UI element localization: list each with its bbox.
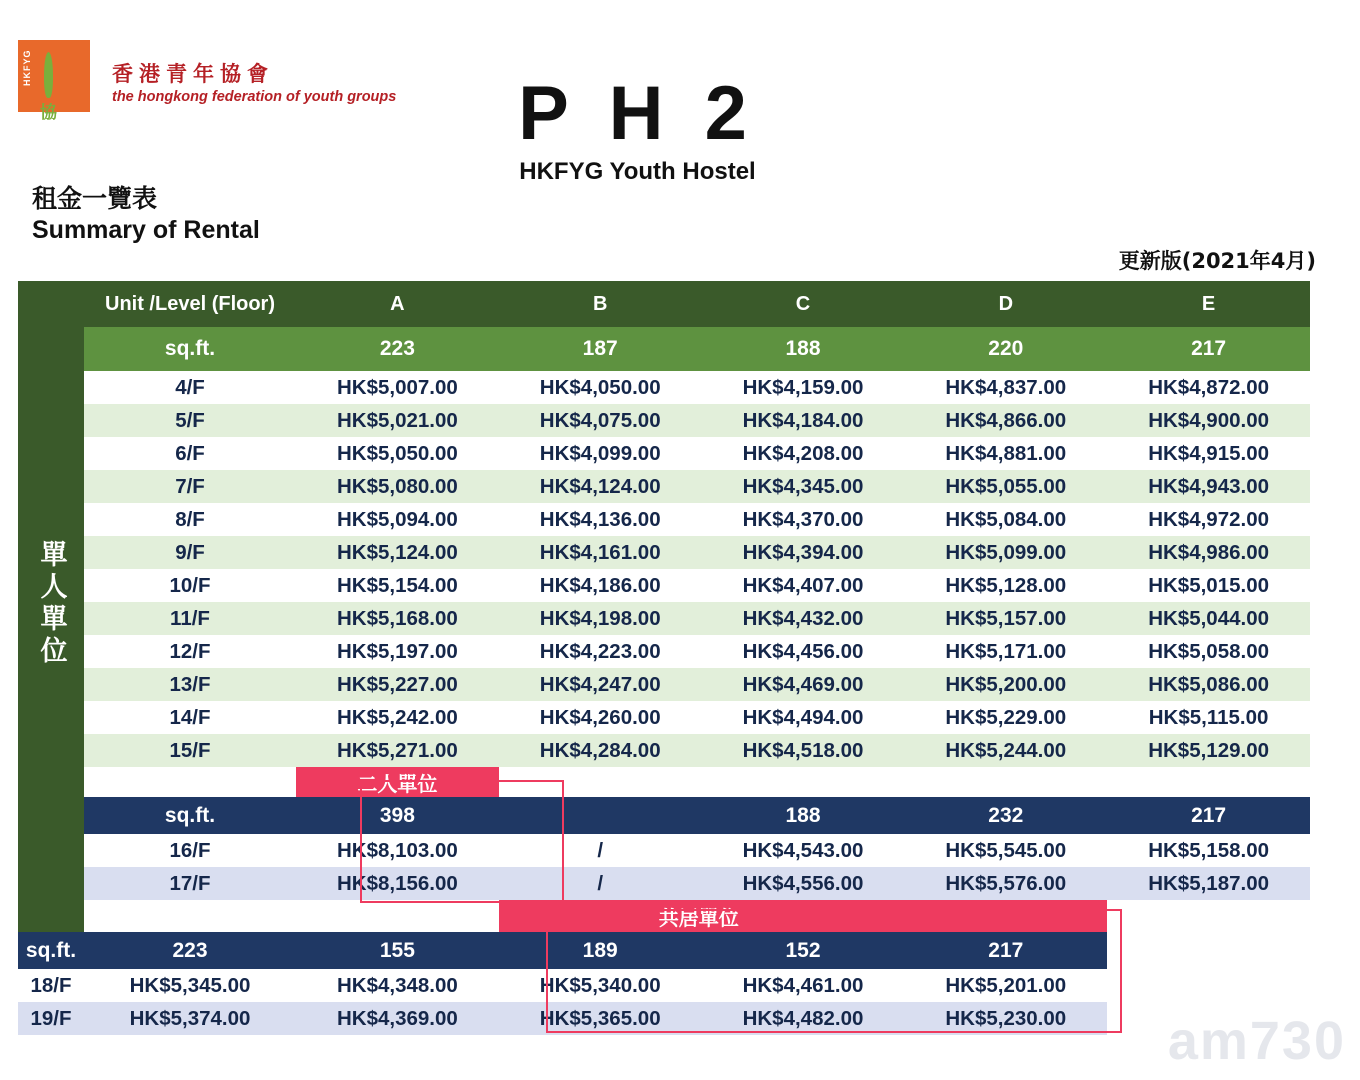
rent-cell-a: HK$5,094.00 (296, 503, 499, 536)
rent-cell-a: HK$5,227.00 (296, 668, 499, 701)
rent-cell-b: HK$4,348.00 (296, 969, 499, 1002)
rent-cell-e: HK$5,129.00 (1107, 734, 1310, 767)
rent-cell-b: HK$4,136.00 (499, 503, 702, 536)
spacer-cell (702, 767, 905, 797)
sqft-co-living-b: 155 (296, 932, 499, 969)
rent-cell-d: HK$5,099.00 (904, 536, 1107, 569)
rent-cell-c: HK$4,543.00 (702, 834, 905, 867)
rent-cell-a: HK$5,021.00 (296, 404, 499, 437)
spacer-cell (84, 767, 296, 797)
side-label-single-unit: 單人單位 (35, 540, 67, 668)
rent-cell-a: HK$5,345.00 (84, 969, 296, 1002)
rent-cell-d: HK$5,128.00 (904, 569, 1107, 602)
rent-cell-c: HK$4,345.00 (702, 470, 905, 503)
sqft-co-living-d: 152 (702, 932, 905, 969)
table-row (18, 701, 1310, 734)
rent-cell-e: HK$5,015.00 (1107, 569, 1310, 602)
sqft-single-a: 223 (296, 327, 499, 371)
rent-cell-d: HK$5,244.00 (904, 734, 1107, 767)
rent-cell-a: HK$8,156.00 (296, 867, 499, 900)
rent-cell-d: HK$4,482.00 (702, 1002, 905, 1035)
rent-cell-e: HK$5,230.00 (904, 1002, 1107, 1035)
rent-cell-e: HK$5,044.00 (1107, 602, 1310, 635)
rent-cell-c: HK$4,469.00 (702, 668, 905, 701)
sqft-row-co-living (18, 932, 1310, 969)
sqft-co-living-e: 217 (904, 932, 1107, 969)
rent-cell-c: HK$4,556.00 (702, 867, 905, 900)
rent-cell-b: HK$4,247.00 (499, 668, 702, 701)
rent-cell-b: HK$4,075.00 (499, 404, 702, 437)
rent-cell-e: HK$4,943.00 (1107, 470, 1310, 503)
logo-mark-text: HKFYG (22, 49, 32, 86)
table-row (18, 569, 1310, 602)
spacer-cell (499, 767, 702, 797)
rent-cell-c: HK$4,184.00 (702, 404, 905, 437)
table-row (18, 668, 1310, 701)
rent-cell-d: HK$5,545.00 (904, 834, 1107, 867)
sqft-two-person-a: 398 (296, 797, 499, 834)
page-header (0, 0, 1360, 272)
rent-cell-a: HK$5,242.00 (296, 701, 499, 734)
row-floor-label: 15/F (84, 734, 296, 767)
sqft-two-person-d: 232 (904, 797, 1107, 834)
revision-label: 更新版(2021年4月) (1118, 249, 1316, 273)
sqft-label-two-person: sq.ft. (84, 797, 296, 834)
rent-cell-c: HK$4,394.00 (702, 536, 905, 569)
page-subtitle: HKFYG Youth Hostel (519, 158, 756, 186)
row-floor-label: 11/F (84, 602, 296, 635)
row-floor-label: 12/F (84, 635, 296, 668)
org-name-block (112, 40, 396, 107)
rent-cell-a: HK$5,197.00 (296, 635, 499, 668)
sqft-two-person-b (499, 797, 702, 834)
spacer-cell (1107, 767, 1310, 797)
sqft-two-person-e: 217 (1107, 797, 1310, 834)
row-floor-label: 14/F (84, 701, 296, 734)
hkfyg-logo-icon (18, 40, 90, 122)
rent-cell-c: HK$4,370.00 (702, 503, 905, 536)
page-title: P H 2 (518, 71, 757, 156)
rent-cell-c: HK$4,432.00 (702, 602, 905, 635)
rent-cell-c: HK$4,159.00 (702, 371, 905, 404)
rent-cell-b: HK$4,260.00 (499, 701, 702, 734)
rent-cell-e: HK$5,115.00 (1107, 701, 1310, 734)
sqft-row-two-person (18, 797, 1310, 834)
spacer-cell (1107, 900, 1310, 932)
row-floor-label: 17/F (84, 867, 296, 900)
rent-cell-a: HK$5,050.00 (296, 437, 499, 470)
rent-cell-c: HK$4,407.00 (702, 569, 905, 602)
row-floor-label: 4/F (84, 371, 296, 404)
rent-cell-d: HK$4,837.00 (904, 371, 1107, 404)
callout-two-person: 二人單位 (296, 767, 499, 797)
callout-row-two-person (18, 767, 1310, 797)
table-row (18, 834, 1310, 867)
spacer-cell (296, 900, 499, 932)
summary-heading (32, 183, 260, 247)
table-row (18, 470, 1310, 503)
table-row (18, 969, 1310, 1002)
rent-cell-e: HK$5,086.00 (1107, 668, 1310, 701)
row-floor-label: 6/F (84, 437, 296, 470)
column-header-a: A (296, 281, 499, 327)
rent-cell-b: HK$4,050.00 (499, 371, 702, 404)
sqft-co-living-a: 223 (84, 932, 296, 969)
rent-cell-b: HK$4,124.00 (499, 470, 702, 503)
table-row (18, 404, 1310, 437)
rent-cell-a: HK$5,080.00 (296, 470, 499, 503)
column-header-c: C (702, 281, 905, 327)
sqft-single-b: 187 (499, 327, 702, 371)
table-row (18, 536, 1310, 569)
table-row (18, 602, 1310, 635)
row-floor-label: 8/F (84, 503, 296, 536)
sqft-row-single (18, 327, 1310, 371)
rent-cell-c: HK$4,494.00 (702, 701, 905, 734)
summary-heading-en: Summary of Rental (32, 216, 260, 245)
rent-cell-d: HK$4,461.00 (702, 969, 905, 1002)
rent-cell-e: HK$4,915.00 (1107, 437, 1310, 470)
table-row (18, 437, 1310, 470)
table-header-row (18, 281, 1310, 327)
rent-cell-e: HK$5,158.00 (1107, 834, 1310, 867)
rent-cell-b: HK$4,223.00 (499, 635, 702, 668)
rent-cell-c: HK$4,208.00 (702, 437, 905, 470)
rent-cell-b: HK$4,198.00 (499, 602, 702, 635)
rent-cell-d: HK$5,157.00 (904, 602, 1107, 635)
rent-cell-b: HK$4,186.00 (499, 569, 702, 602)
rent-cell-c: HK$4,518.00 (702, 734, 905, 767)
rent-cell-a: HK$5,154.00 (296, 569, 499, 602)
table-row (18, 1002, 1310, 1035)
table-row (18, 503, 1310, 536)
row-floor-label: 13/F (84, 668, 296, 701)
column-header-b: B (499, 281, 702, 327)
rental-table (18, 281, 1310, 1035)
summary-heading-cn: 租金一覽表 (32, 184, 158, 213)
rent-cell-c: HK$5,340.00 (499, 969, 702, 1002)
table-row (18, 371, 1310, 404)
rent-cell-a: HK$8,103.00 (296, 834, 499, 867)
rent-cell-b: / (499, 867, 702, 900)
leaf-icon (44, 52, 53, 98)
sqft-single-d: 220 (904, 327, 1107, 371)
rent-cell-a: HK$5,271.00 (296, 734, 499, 767)
rent-cell-d: HK$5,576.00 (904, 867, 1107, 900)
rent-cell-d: HK$5,171.00 (904, 635, 1107, 668)
rent-cell-d: HK$5,084.00 (904, 503, 1107, 536)
rent-cell-e: HK$5,201.00 (904, 969, 1107, 1002)
leaf-secondary-icon: 協 (40, 103, 57, 122)
spacer-cell (904, 767, 1107, 797)
row-floor-label: 9/F (84, 536, 296, 569)
rent-cell-a: HK$5,374.00 (84, 1002, 296, 1035)
sqft-label-co-living: sq.ft. (18, 932, 84, 969)
table-row (18, 867, 1310, 900)
callout-co-living: 共居單位 (499, 900, 1107, 932)
row-floor-label: 16/F (84, 834, 296, 867)
rent-cell-b: / (499, 834, 702, 867)
row-floor-label: 5/F (84, 404, 296, 437)
sqft-two-person-c: 188 (702, 797, 905, 834)
column-header-floor: Unit /Level (Floor) (84, 281, 296, 327)
rent-cell-e: HK$5,187.00 (1107, 867, 1310, 900)
rent-cell-e: HK$4,872.00 (1107, 371, 1310, 404)
column-header-d: D (904, 281, 1107, 327)
rent-cell-e: HK$5,058.00 (1107, 635, 1310, 668)
rent-cell-b: HK$4,284.00 (499, 734, 702, 767)
spacer-cell (84, 900, 296, 932)
column-header-e: E (1107, 281, 1310, 327)
table-row (18, 635, 1310, 668)
sqft-single-c: 188 (702, 327, 905, 371)
rent-cell-d: HK$4,866.00 (904, 404, 1107, 437)
rent-cell-b: HK$4,099.00 (499, 437, 702, 470)
rent-cell-c: HK$4,456.00 (702, 635, 905, 668)
rent-cell-e: HK$4,900.00 (1107, 404, 1310, 437)
rent-cell-b: HK$4,369.00 (296, 1002, 499, 1035)
rent-cell-d: HK$5,200.00 (904, 668, 1107, 701)
row-floor-label: 18/F (18, 969, 84, 1002)
org-logo (18, 40, 397, 122)
rent-cell-c: HK$5,365.00 (499, 1002, 702, 1035)
rent-cell-b: HK$4,161.00 (499, 536, 702, 569)
rental-table-container (18, 281, 1310, 1035)
row-floor-label: 10/F (84, 569, 296, 602)
row-floor-label: 7/F (84, 470, 296, 503)
rent-cell-e: HK$4,986.00 (1107, 536, 1310, 569)
org-name-en: the hongkong federation of youth groups (112, 89, 397, 106)
rent-cell-d: HK$5,055.00 (904, 470, 1107, 503)
callout-row-co-living (18, 900, 1310, 932)
rent-cell-a: HK$5,007.00 (296, 371, 499, 404)
org-name-cn: 香港青年協會 (112, 62, 274, 86)
rent-cell-d: HK$4,881.00 (904, 437, 1107, 470)
watermark: am730 (1167, 1011, 1346, 1071)
sqft-co-living-c: 189 (499, 932, 702, 969)
sqft-label-single: sq.ft. (84, 327, 296, 371)
side-label-cell (18, 281, 84, 932)
table-row (18, 734, 1310, 767)
rent-cell-a: HK$5,168.00 (296, 602, 499, 635)
sqft-single-e: 217 (1107, 327, 1310, 371)
rent-cell-e: HK$4,972.00 (1107, 503, 1310, 536)
rent-cell-a: HK$5,124.00 (296, 536, 499, 569)
row-floor-label: 19/F (18, 1002, 84, 1035)
rent-cell-d: HK$5,229.00 (904, 701, 1107, 734)
